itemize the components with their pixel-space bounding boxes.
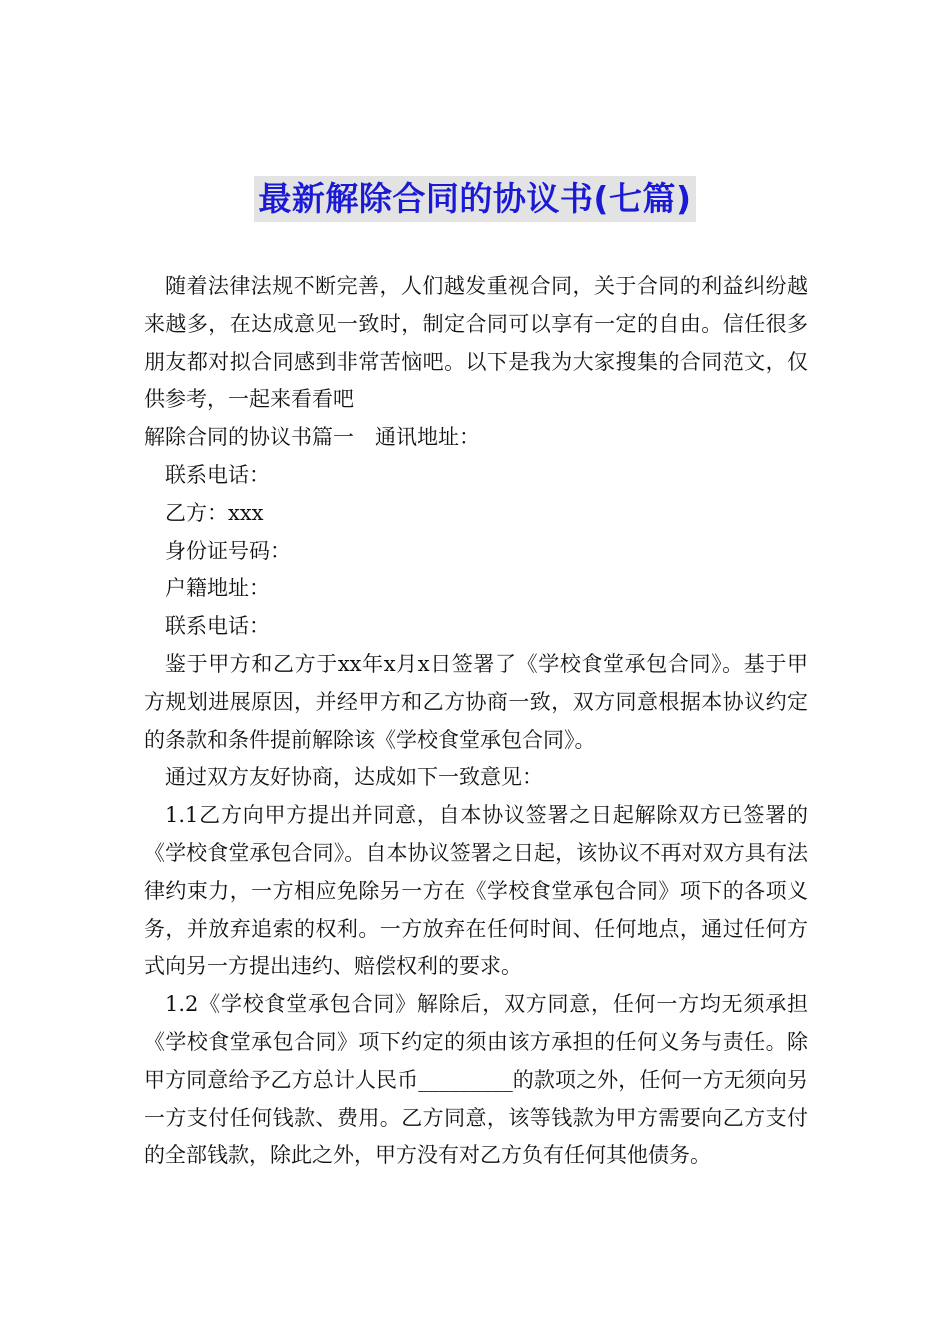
intro-paragraph: 随着法律法规不断完善，人们越发重视合同，关于合同的利益纠纷越来越多，在达成意见一致时，制定合同可以享有一定的自由。信任很多朋友都对拟合同感到非常苦恼吧。以下是我为大家搜集的合同范文，仅供参考，一起来看看吧: [144, 274, 808, 412]
document-title: 最新解除合同的协议书(七篇): [254, 176, 695, 222]
title-container: [0, 176, 950, 222]
clause-1-1-paragraph: 1.1乙方向甲方提出并同意，自本协议签署之日起解除双方已签署的《学校食堂承包合同》。自本协议签署之日起，该协议不再对双方具有法律约束力，一方相应免除另一方在《学校食堂承包合同》项下的各项义务，并放弃追索的权利。一方放弃在任何时间、任何地点，通过任何方式向另一方提出违约、赔偿权利的要求。: [144, 803, 808, 979]
id-number-line: 身份证号码：: [165, 538, 291, 563]
document-body: [144, 268, 808, 1175]
section-heading: 解除合同的协议书篇一 通讯地址：: [144, 425, 480, 450]
contact-phone-line: 联系电话：: [165, 462, 270, 487]
clause-1-2-paragraph: 1.2《学校食堂承包合同》解除后，双方同意，任何一方均无须承担《学校食堂承包合同》项下约定的须由该方承担的任何义务与责任。除甲方同意给予乙方总计人民币_________的款项之外，任何一方无须向另一方支付任何钱款、费用。乙方同意，该等钱款为甲方需要向乙方支付的全部钱款，除此之外，甲方没有对乙方负有任何其他债务。: [144, 992, 808, 1168]
contact-phone-line-2: 联系电话：: [165, 614, 270, 639]
agreement-intro-paragraph: 通过双方友好协商，达成如下一致意见：: [165, 765, 543, 790]
recital-paragraph: 鉴于甲方和乙方于xx年x月x日签署了《学校食堂承包合同》。基于甲方规划进展原因，并经甲方和乙方协商一致，双方同意根据本协议约定的条款和条件提前解除该《学校食堂承包合同》。: [144, 651, 808, 752]
party-b-line: 乙方：xxx: [165, 500, 264, 525]
household-address-line: 户籍地址：: [165, 576, 270, 601]
